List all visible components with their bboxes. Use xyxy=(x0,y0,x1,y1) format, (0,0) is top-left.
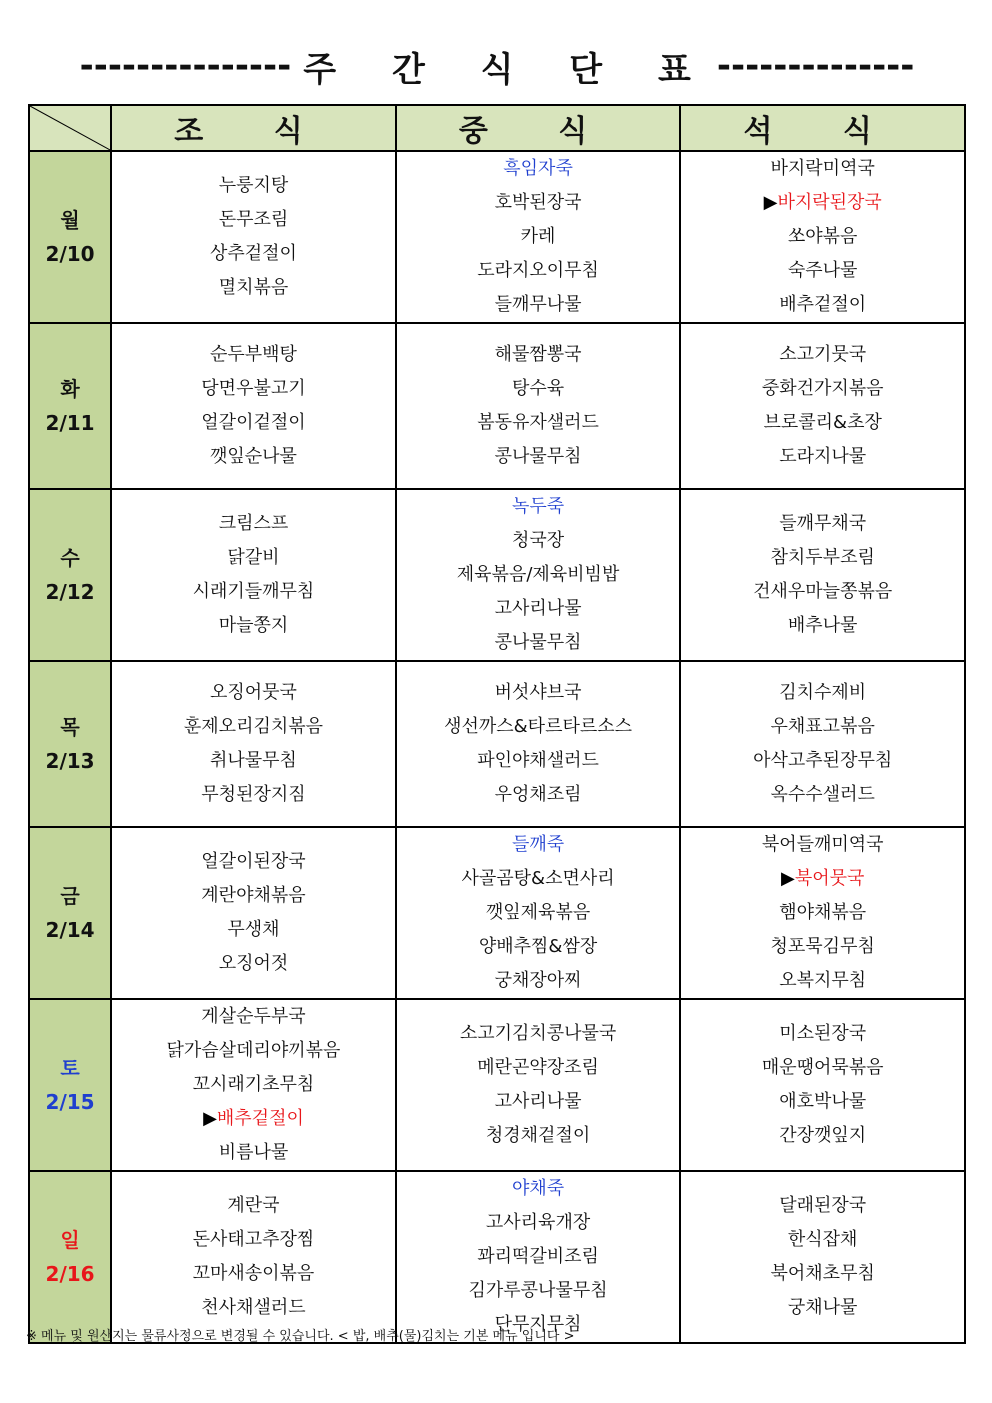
menu-item-text: 아삭고추된장무침 xyxy=(753,750,893,771)
menu-item xyxy=(681,406,964,440)
menu-item-text: 북어뭇국 xyxy=(794,868,865,889)
menu-item-text: 게살순두부국 xyxy=(201,1006,306,1027)
day-name: 토 xyxy=(60,1056,80,1080)
menu-item-text: 도라지오이무침 xyxy=(477,260,599,281)
menu-item-text: 청포묵김무침 xyxy=(770,936,875,957)
menu-item-text: 옥수수샐러드 xyxy=(770,784,875,805)
day-name: 일 xyxy=(60,1228,80,1252)
menu-item xyxy=(397,676,680,710)
menu-item xyxy=(397,372,680,406)
menu-item-text: 고사리나물 xyxy=(494,1091,582,1112)
menu-item-text: 매운땡어묵볶음 xyxy=(761,1057,884,1078)
menu-item-text: 양배추찜&쌈장 xyxy=(478,936,598,957)
menu-item xyxy=(681,372,964,406)
menu-item-text: 소고기뭇국 xyxy=(779,344,867,365)
menu-item xyxy=(681,862,964,896)
menu-item xyxy=(681,220,964,254)
menu-item-text: 비름나물 xyxy=(218,1142,289,1163)
menu-item-text: 고사리육개장 xyxy=(485,1212,591,1233)
dinner-cell xyxy=(680,489,965,661)
menu-item-text: 참치두부조림 xyxy=(770,547,875,568)
menu-item xyxy=(397,406,680,440)
menu-item xyxy=(681,828,964,862)
menu-item xyxy=(681,1223,964,1257)
menu-item-text: 당면우불고기 xyxy=(201,378,306,399)
title-right-dashes: -------------- xyxy=(716,46,915,86)
menu-item-text: 탕수육 xyxy=(511,378,565,399)
menu-item xyxy=(681,778,964,812)
menu-item-text: 계란야채볶음 xyxy=(201,885,306,906)
menu-item xyxy=(112,744,395,778)
menu-item xyxy=(397,338,680,372)
menu-item xyxy=(112,609,395,643)
menu-item xyxy=(681,1291,964,1325)
breakfast-cell xyxy=(111,827,396,999)
menu-item-text: 쏘야볶음 xyxy=(787,226,858,247)
menu-item xyxy=(112,778,395,812)
menu-item-text: 들깨무채국 xyxy=(779,513,867,534)
menu-item-text: 도라지나물 xyxy=(779,446,867,467)
menu-item xyxy=(112,1034,395,1068)
day-date: 2/14 xyxy=(45,918,95,942)
day-row xyxy=(29,827,965,999)
corner-cell xyxy=(29,105,111,151)
day-date: 2/15 xyxy=(45,1090,95,1114)
menu-item-text: 달래된장국 xyxy=(779,1195,867,1216)
menu-item xyxy=(681,507,964,541)
day-row xyxy=(29,323,965,489)
menu-item-text: 단무지무침 xyxy=(494,1314,582,1335)
menu-item xyxy=(112,203,395,237)
header-breakfast: 조 식 xyxy=(111,105,396,151)
menu-item xyxy=(397,186,680,220)
menu-item-text: 들깨죽 xyxy=(511,834,565,855)
menu-item xyxy=(681,1257,964,1291)
day-date: 2/10 xyxy=(45,242,95,266)
day-cell xyxy=(29,323,111,489)
menu-item xyxy=(681,186,964,220)
menu-item xyxy=(112,541,395,575)
menu-item-text: 파인야채샐러드 xyxy=(477,750,599,771)
menu-item xyxy=(397,1051,680,1085)
menu-item xyxy=(112,507,395,541)
menu-item xyxy=(681,288,964,322)
menu-item xyxy=(397,930,680,964)
menu-item-text: 크림스프 xyxy=(218,513,289,534)
menu-item xyxy=(681,575,964,609)
menu-item-text: 오징어뭇국 xyxy=(209,682,297,703)
day-row xyxy=(29,489,965,661)
menu-item xyxy=(112,1189,395,1223)
menu-item-text: 꼬마새송이볶음 xyxy=(192,1263,315,1284)
footnote: ※ 메뉴 및 원산지는 물류사정으로 변경될 수 있습니다. < 밥, 배추(물)김치는 기본 메뉴 입니다 > xyxy=(26,1329,575,1344)
day-cell xyxy=(29,999,111,1171)
day-name: 수 xyxy=(60,546,80,570)
menu-item-text: 호박된장국 xyxy=(494,192,582,213)
day-row xyxy=(29,661,965,827)
day-cell xyxy=(29,827,111,999)
dinner-cell xyxy=(680,827,965,999)
menu-item xyxy=(397,1085,680,1119)
menu-item-text: 미소된장국 xyxy=(779,1023,867,1044)
breakfast-cell xyxy=(111,661,396,827)
menu-item xyxy=(397,152,680,186)
dinner-cell xyxy=(680,999,965,1171)
menu-item-text: 궁채나물 xyxy=(787,1297,858,1318)
breakfast-cell xyxy=(111,489,396,661)
menu-item xyxy=(681,676,964,710)
menu-item-text: 소고기김치콩나물국 xyxy=(459,1023,617,1044)
title-text: 주 간 식 단 표 xyxy=(303,49,713,90)
day-row xyxy=(29,1171,965,1343)
menu-item xyxy=(681,1119,964,1153)
day-cell xyxy=(29,661,111,827)
breakfast-cell xyxy=(111,151,396,323)
menu-item xyxy=(397,1240,680,1274)
menu-item xyxy=(112,237,395,271)
dinner-cell xyxy=(680,1171,965,1343)
day-row xyxy=(29,999,965,1171)
menu-item xyxy=(397,744,680,778)
menu-item-text: 배추겉절이 xyxy=(216,1108,304,1129)
day-date: 2/11 xyxy=(45,411,95,435)
menu-item xyxy=(397,490,680,524)
menu-item xyxy=(397,778,680,812)
menu-item-text: 생선까스&타르타르소스 xyxy=(444,716,633,737)
menu-item-text: 중화건가지볶음 xyxy=(761,378,884,399)
weekly-menu-table xyxy=(28,104,966,1344)
day-name: 월 xyxy=(60,208,80,232)
menu-item xyxy=(681,896,964,930)
marker-icon: ▶ xyxy=(763,192,778,213)
menu-item-text: 오복지무침 xyxy=(779,970,867,991)
marker-icon: ▶ xyxy=(203,1108,217,1129)
lunch-cell xyxy=(396,323,681,489)
menu-item xyxy=(397,220,680,254)
menu-item-text: 들깨무나물 xyxy=(494,294,582,315)
menu-item xyxy=(681,440,964,474)
menu-item-text: 흑임자죽 xyxy=(503,158,573,179)
dinner-cell xyxy=(680,323,965,489)
menu-item-text: 깻잎제육볶음 xyxy=(485,902,591,923)
menu-item xyxy=(681,964,964,998)
menu-item xyxy=(681,744,964,778)
menu-item-text: 무생채 xyxy=(227,919,280,940)
menu-item xyxy=(112,338,395,372)
menu-item xyxy=(397,524,680,558)
day-cell xyxy=(29,489,111,661)
menu-item-text: 시래기들깨무침 xyxy=(192,581,315,602)
menu-item-text: 브로콜리&초장 xyxy=(763,412,882,433)
menu-item xyxy=(397,1119,680,1153)
menu-item xyxy=(397,828,680,862)
menu-item xyxy=(112,1223,395,1257)
menu-item-text: 봄동유자샐러드 xyxy=(477,412,599,433)
menu-item-text: 북어채초무침 xyxy=(770,1263,875,1284)
menu-item-text: 누룽지탕 xyxy=(218,175,289,196)
menu-item xyxy=(681,609,964,643)
menu-item-text: 순두부백탕 xyxy=(209,344,297,365)
menu-item-text: 북어들깨미역국 xyxy=(761,834,884,855)
menu-item-text: 꼬시래기초무침 xyxy=(192,1074,315,1095)
menu-item xyxy=(397,254,680,288)
menu-item-text: 돈무조림 xyxy=(218,209,289,230)
menu-item xyxy=(112,169,395,203)
menu-item xyxy=(397,862,680,896)
menu-item xyxy=(681,1017,964,1051)
menu-item-text: 청경채겉절이 xyxy=(485,1125,591,1146)
menu-item-text: 숙주나물 xyxy=(787,260,858,281)
menu-item xyxy=(112,1257,395,1291)
menu-item xyxy=(397,964,680,998)
menu-item xyxy=(112,913,395,947)
menu-item xyxy=(112,845,395,879)
menu-item-text: 우엉채조림 xyxy=(494,784,582,805)
menu-item xyxy=(112,1068,395,1102)
menu-item-text: 마늘쫑지 xyxy=(218,615,289,636)
breakfast-cell xyxy=(111,1171,396,1343)
menu-item xyxy=(681,710,964,744)
menu-item xyxy=(681,1189,964,1223)
menu-item xyxy=(112,406,395,440)
day-date: 2/12 xyxy=(45,580,95,604)
menu-item xyxy=(112,879,395,913)
menu-item-text: 바지락된장국 xyxy=(777,192,882,213)
menu-item-text: 애호박나물 xyxy=(779,1091,867,1112)
header-dinner: 석 식 xyxy=(680,105,965,151)
menu-item xyxy=(397,1206,680,1240)
menu-item-text: 고사리나물 xyxy=(494,598,582,619)
menu-item-text: 사골곰탕&소면사리 xyxy=(461,868,615,889)
menu-item xyxy=(397,1172,680,1206)
menu-item xyxy=(681,1085,964,1119)
menu-item-text: 청국장 xyxy=(511,530,565,551)
diagonal-line xyxy=(30,106,110,150)
page-title xyxy=(30,36,964,96)
menu-item xyxy=(681,930,964,964)
menu-item xyxy=(112,440,395,474)
lunch-cell xyxy=(396,1171,681,1343)
menu-item xyxy=(112,1102,395,1136)
menu-item xyxy=(681,152,964,186)
menu-item xyxy=(112,710,395,744)
menu-item xyxy=(112,1291,395,1325)
header-lunch: 중 식 xyxy=(396,105,681,151)
menu-item xyxy=(681,1051,964,1085)
menu-item xyxy=(681,541,964,575)
menu-item-text: 훈제오리김치볶음 xyxy=(183,716,324,737)
menu-item-text: 우채표고볶음 xyxy=(770,716,875,737)
menu-item-text: 상추겉절이 xyxy=(209,243,297,264)
menu-item-text: 꽈리떡갈비조림 xyxy=(477,1246,599,1267)
menu-item-text: 오징어젓 xyxy=(218,953,289,974)
menu-item xyxy=(397,1017,680,1051)
menu-item-text: 배추나물 xyxy=(787,615,858,636)
menu-item-text: 버섯샤브국 xyxy=(494,682,582,703)
lunch-cell xyxy=(396,661,681,827)
dinner-cell xyxy=(680,151,965,323)
menu-item xyxy=(112,676,395,710)
menu-item-text: 제육볶음/제육비빔밥 xyxy=(456,564,620,585)
menu-item xyxy=(397,288,680,322)
menu-item xyxy=(112,271,395,305)
menu-item-text: 콩나물무침 xyxy=(494,446,582,467)
menu-item-text: 깻잎순나물 xyxy=(209,446,297,467)
menu-item-text: 돈사태고추장찜 xyxy=(192,1229,315,1250)
menu-item-text: 해물짬뽕국 xyxy=(494,344,582,365)
menu-item-text: 궁채장아찌 xyxy=(494,970,582,991)
lunch-cell xyxy=(396,151,681,323)
menu-item xyxy=(397,710,680,744)
day-name: 목 xyxy=(60,715,80,739)
menu-item-text: 김가루콩나물무침 xyxy=(468,1280,608,1301)
breakfast-cell xyxy=(111,323,396,489)
menu-item-text: 카레 xyxy=(520,226,556,247)
lunch-cell xyxy=(396,999,681,1171)
day-date: 2/13 xyxy=(45,749,95,773)
breakfast-cell xyxy=(111,999,396,1171)
menu-item xyxy=(112,372,395,406)
day-cell xyxy=(29,151,111,323)
menu-item-text: 바지락미역국 xyxy=(770,158,875,179)
menu-item-text: 무청된장지짐 xyxy=(201,784,306,805)
day-row xyxy=(29,151,965,323)
day-name: 금 xyxy=(60,884,80,908)
menu-item-text: 햄야채볶음 xyxy=(779,902,867,923)
menu-item xyxy=(397,1274,680,1308)
menu-item xyxy=(681,338,964,372)
menu-item-text: 천사채샐러드 xyxy=(201,1297,306,1318)
lunch-cell xyxy=(396,827,681,999)
menu-item-text: 취나물무침 xyxy=(209,750,297,771)
menu-item xyxy=(112,1000,395,1034)
menu-item-text: 간장깻잎지 xyxy=(779,1125,867,1146)
menu-item xyxy=(397,896,680,930)
menu-item-text: 메란곤약장조림 xyxy=(477,1057,599,1078)
menu-item xyxy=(112,1136,395,1170)
menu-item-text: 배추겉절이 xyxy=(779,294,867,315)
menu-item-text: 닭가슴살데리야끼볶음 xyxy=(166,1040,341,1061)
menu-item-text: 멸치볶음 xyxy=(218,277,289,298)
menu-item xyxy=(397,626,680,660)
menu-item-text: 야채죽 xyxy=(511,1178,565,1199)
menu-item-text: 닭갈비 xyxy=(227,547,280,568)
menu-item xyxy=(681,254,964,288)
menu-item xyxy=(112,575,395,609)
menu-item-text: 녹두죽 xyxy=(511,496,565,517)
menu-item-text: 얼갈이된장국 xyxy=(201,851,306,872)
marker-icon: ▶ xyxy=(780,868,795,889)
menu-item-text: 김치수제비 xyxy=(779,682,867,703)
menu-item-text: 한식잡채 xyxy=(787,1229,858,1250)
day-name: 화 xyxy=(60,377,80,401)
lunch-cell xyxy=(396,489,681,661)
title-left-dashes: --------------- xyxy=(79,46,292,86)
day-cell xyxy=(29,1171,111,1343)
menu-item-text: 얼갈이겉절이 xyxy=(201,412,306,433)
menu-item xyxy=(397,592,680,626)
menu-item-text: 콩나물무침 xyxy=(494,632,582,653)
dinner-cell xyxy=(680,661,965,827)
menu-item xyxy=(112,947,395,981)
menu-item xyxy=(397,440,680,474)
day-date: 2/16 xyxy=(45,1262,95,1286)
header-row xyxy=(29,105,965,151)
menu-item xyxy=(397,558,680,592)
menu-item-text: 건새우마늘쫑볶음 xyxy=(753,581,893,602)
menu-item-text: 계란국 xyxy=(227,1195,280,1216)
